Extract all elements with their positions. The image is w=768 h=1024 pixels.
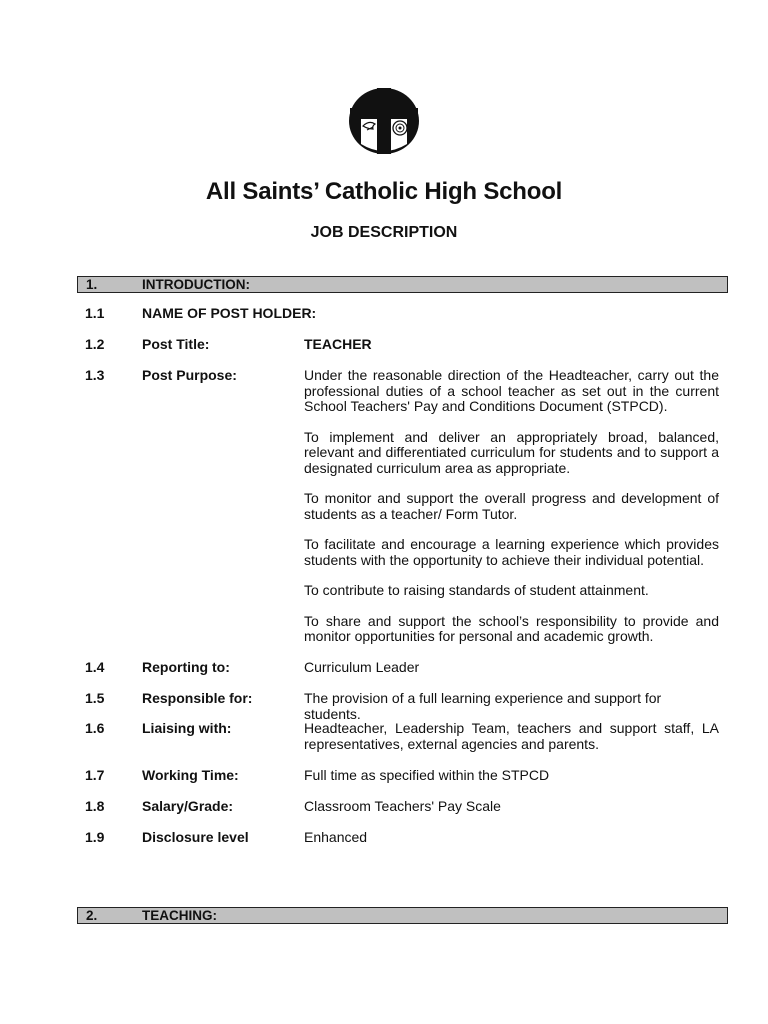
item-number: 1.6 (85, 720, 105, 736)
item-value: The provision of a full learning experience and support for students. (304, 690, 662, 722)
item-label: Liaising with: (142, 720, 232, 736)
item-number: 1.3 (85, 367, 105, 383)
section-header-introduction (77, 276, 728, 293)
item-label: Responsible for: (142, 690, 253, 706)
section-label: TEACHING: (142, 908, 217, 923)
item-value: Full time as specified within the STPCD (304, 767, 550, 783)
document-title: JOB DESCRIPTION (310, 224, 458, 241)
item-value: TEACHER (304, 336, 372, 352)
purpose-paragraph: Under the reasonable direction of the Headteacher, carry out the professional duties of a school teacher as set out in the current School Teachers' Pay and Conditions Document (STPCD). (304, 367, 719, 414)
item-number: 1.2 (85, 336, 105, 352)
purpose-paragraph: To facilitate and encourage a learning experience which provides students with the opportunity to achieve their individual potential. (304, 536, 719, 568)
item-label: NAME OF POST HOLDER: (142, 305, 317, 321)
section-label: INTRODUCTION: (142, 277, 250, 292)
item-label: Reporting to: (142, 659, 230, 675)
rose-icon (393, 121, 407, 135)
section-number: 1. (86, 277, 98, 292)
item-value: Headteacher, Leadership Team, teachers and support staff, LA representatives, external agencies and parents. (304, 720, 719, 752)
item-label: Salary/Grade: (142, 798, 234, 814)
purpose-paragraph: To implement and deliver an appropriately broad, balanced, relevant and differentiated curriculum for students and to support a designated curriculum area as appropriate. (304, 428, 719, 476)
post-purpose-text (304, 368, 719, 645)
item-number: 1.7 (85, 767, 105, 783)
item-label: Post Title: (142, 336, 210, 352)
section-header-teaching (77, 907, 728, 924)
purpose-paragraph: To share and support the school’s responsibility to provide and monitor opportunities for personal and academic growth. (304, 612, 719, 644)
school-name: All Saints’ Catholic High School (205, 178, 563, 205)
purpose-paragraph: To monitor and support the overall progress and development of students as a teacher/ Form Tutor. (304, 490, 719, 522)
item-label: Post Purpose: (142, 367, 237, 383)
purpose-paragraph: To contribute to raising standards of student attainment. (304, 582, 649, 598)
item-number: 1.8 (85, 798, 105, 814)
item-number: 1.5 (85, 690, 105, 706)
item-value: Curriculum Leader (304, 659, 420, 675)
item-label: Working Time: (142, 767, 239, 783)
item-label: Disclosure level (142, 829, 249, 845)
item-number: 1.1 (85, 305, 105, 321)
item-number: 1.9 (85, 829, 105, 845)
item-number: 1.4 (85, 659, 105, 675)
section-number: 2. (86, 908, 98, 923)
item-value: Enhanced (304, 829, 368, 845)
school-crest-logo (347, 86, 421, 156)
item-value: Classroom Teachers' Pay Scale (304, 798, 501, 814)
